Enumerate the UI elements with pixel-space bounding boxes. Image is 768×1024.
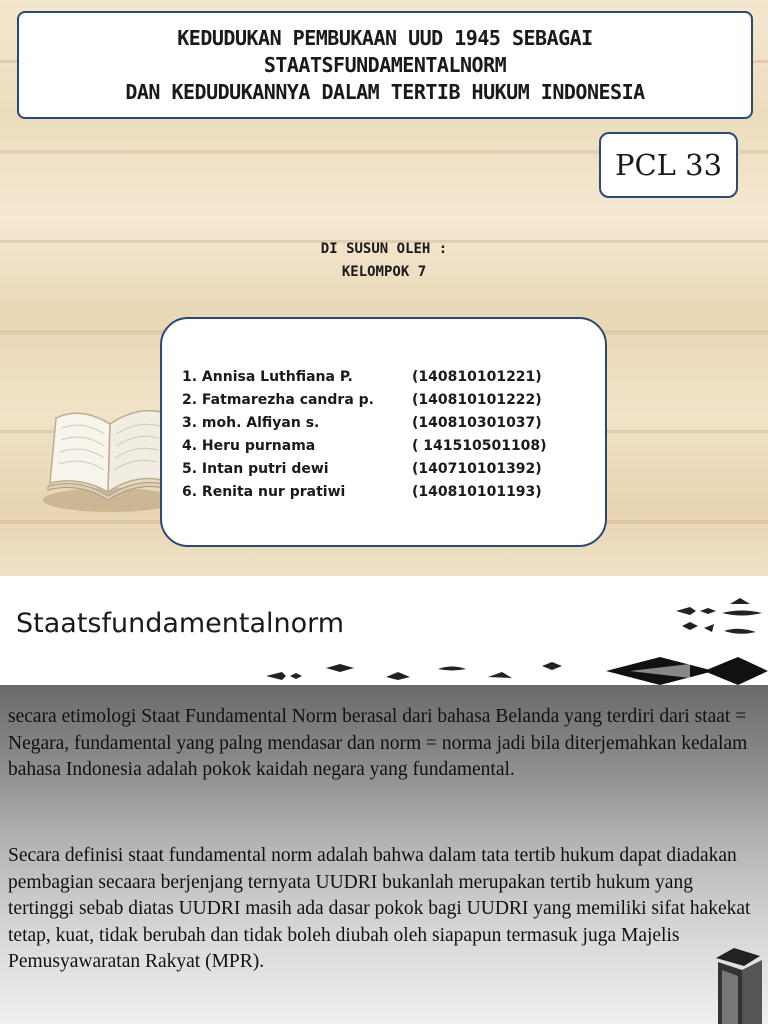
member-name: 4. Heru purnama (182, 438, 316, 454)
list-item (182, 435, 547, 458)
paragraph: Secara definisi staat fundamental norm adalah bahwa dalam tata tertib hukum dapat diadakan pembagian secaara berjenjang ternyata UUDRI bukanlah merupakan tertib hukum yang tertinggi sebab diatas UUDRI masih ada dasar pokok bagi UUDRI yang memiliki sifat hakekat tetap, kuat, tidak berubah dan tidak boleh diubah oleh siapapun termasuk juga Majelis Pemusyawaratan Rakyat (MPR). (8, 845, 751, 972)
members-list (182, 366, 547, 504)
ornament-row-icon (0, 576, 768, 696)
paragraph: secara etimologi Staat Fundamental Norm berasal dari bahasa Belanda yang terdiri dari staat = Negara, fundamental yang palng mendasar dan norm = norma jadi bila diterjemahkan kedalam bahasa Indonesia adalah pokok kaidah negara yang fundamental. (8, 706, 748, 780)
member-nim: (140810101222) (412, 392, 542, 408)
author-label: DI SUSUN OLEH : (320, 241, 448, 257)
member-nim: (140810301037) (412, 415, 542, 431)
title-box (17, 11, 753, 119)
members-box (160, 317, 607, 547)
list-item (182, 389, 547, 412)
member-nim: ( 141510501108) (412, 438, 547, 454)
list-item (182, 458, 547, 481)
body-area (0, 685, 768, 1024)
title-line: KEDUDUKAN PEMBUKAAN UUD 1945 SEBAGAI (177, 26, 593, 50)
list-item (182, 481, 547, 504)
list-item (182, 412, 547, 435)
member-nim: (140710101392) (412, 461, 542, 477)
content-slide (0, 576, 768, 1024)
member-nim: (140810101193) (412, 484, 542, 500)
title-line: DAN KEDUDUKANNYA DALAM TERTIB HUKUM INDONESIA (125, 80, 645, 104)
member-nim: (140810101221) (412, 369, 542, 385)
member-name: 2. Fatmarezha candra p. (182, 392, 374, 408)
code-box (599, 132, 738, 198)
title-line: STAATSFUNDAMENTALNORM (263, 53, 507, 77)
slide-title: Staatsfundamentalnorm (16, 608, 345, 639)
list-item (182, 366, 547, 389)
member-name: 1. Annisa Luthfiana P. (182, 369, 353, 385)
code-label: PCL 33 (614, 148, 723, 182)
member-name: 5. Intan putri dewi (182, 461, 329, 477)
pillar-icon (708, 940, 768, 1024)
member-name: 3. moh. Alfiyan s. (182, 415, 320, 431)
member-name: 6. Renita nur pratiwi (182, 484, 346, 500)
group-label: KELOMPOK 7 (341, 264, 427, 280)
